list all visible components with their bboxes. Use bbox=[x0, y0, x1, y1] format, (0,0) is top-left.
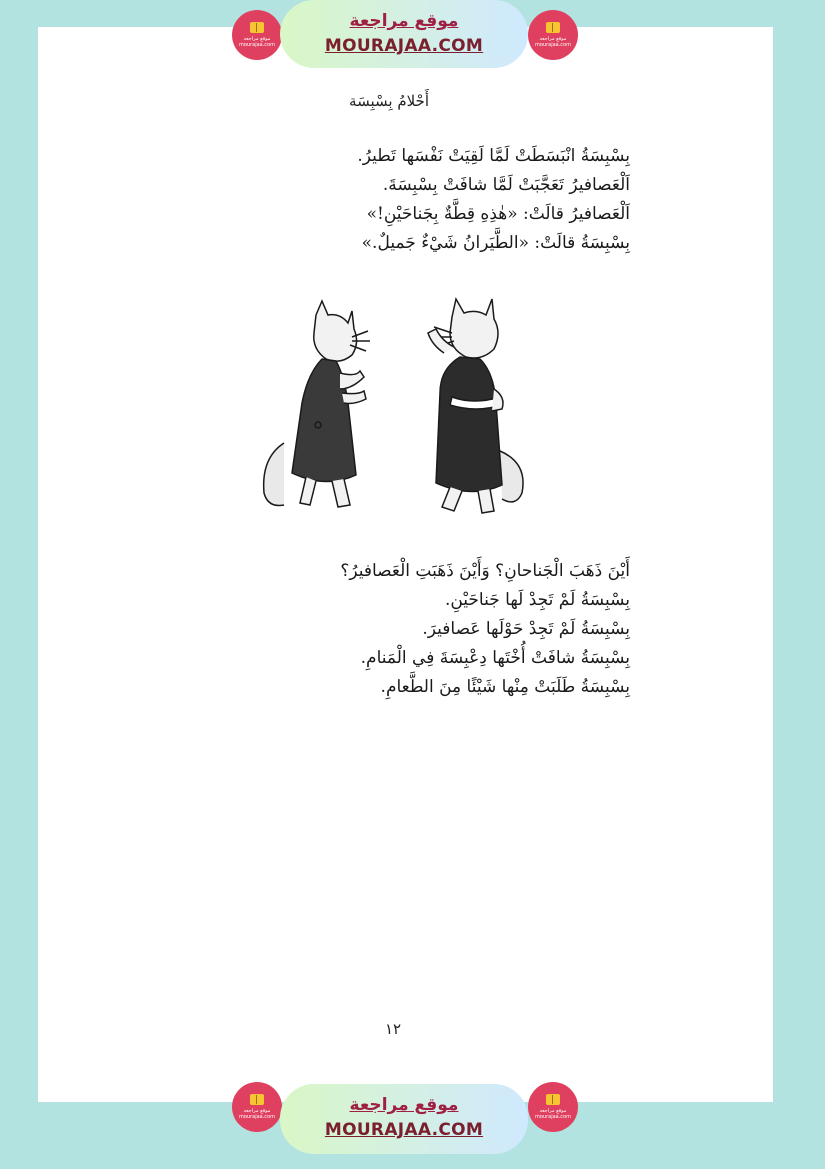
verse-line: اَلْعَصافيرُ تَعَجَّبَتْ لَمَّا شافَتْ بِسْبِسَةَ. bbox=[382, 175, 630, 195]
page-number: ١٢ bbox=[385, 1020, 402, 1038]
verse-line: بِسْبِسَةُ قالَتْ: «الطَّيَرانُ شَيْءٌ جَميلٌ.» bbox=[361, 233, 630, 253]
badge-text-ar: موقع مراجعة bbox=[539, 1108, 567, 1114]
book-icon bbox=[546, 22, 560, 33]
verse-line: بِسْبِسَةُ شافَتْ أُخْتَها دِعْبِسَةَ فِي الْمَنامِ. bbox=[360, 648, 630, 668]
stanza-1 bbox=[357, 142, 630, 258]
site-banner-top[interactable] bbox=[280, 0, 528, 68]
verse-line: اَلْعَصافيرُ قالَتْ: «هٰذِهِ قِطَّةٌ بِجَناحَيْنِ!» bbox=[366, 204, 630, 224]
stanza-2 bbox=[340, 557, 630, 702]
badge-text-en: mourajaa.com bbox=[238, 1114, 275, 1120]
book-icon bbox=[250, 22, 264, 33]
book-icon bbox=[546, 1094, 560, 1105]
logo-badge-left-bottom bbox=[232, 1082, 282, 1132]
site-banner-bottom[interactable] bbox=[280, 1084, 528, 1154]
verse-line: أَيْنَ ذَهَبَ الْجَناحانِ؟ وَأَيْنَ ذَهَبَتِ الْعَصافيرُ؟ bbox=[340, 561, 630, 581]
site-name-ar: موقع مراجعة bbox=[349, 1095, 459, 1115]
badge-text-en: mourajaa.com bbox=[534, 42, 571, 48]
site-name-en: MOURAJAA.COM bbox=[324, 1120, 484, 1140]
two-cats-illustration bbox=[256, 293, 532, 517]
logo-badge-right-bottom bbox=[528, 1082, 578, 1132]
verse-line: بِسْبِسَةُ انْبَسَطَتْ لَمَّا لَقِيَتْ نَفْسَها تَطيرُ. bbox=[357, 146, 630, 166]
badge-text-en: mourajaa.com bbox=[238, 42, 275, 48]
badge-text-ar: موقع مراجعة bbox=[539, 36, 567, 42]
verse-line: بِسْبِسَةُ لَمْ تَجِدْ حَوْلَها عَصافيرَ. bbox=[422, 619, 630, 639]
left-cat-figure bbox=[264, 301, 370, 507]
logo-badge-right-top bbox=[528, 10, 578, 60]
badge-text-ar: موقع مراجعة bbox=[243, 1108, 271, 1114]
site-name-ar: موقع مراجعة bbox=[349, 11, 459, 31]
verse-line: بِسْبِسَةُ لَمْ تَجِدْ لَها جَناحَيْنِ. bbox=[444, 590, 630, 610]
site-name-en: MOURAJAA.COM bbox=[324, 36, 484, 56]
logo-badge-left-top bbox=[232, 10, 282, 60]
badge-text-ar: موقع مراجعة bbox=[243, 36, 271, 42]
verse-line: بِسْبِسَةُ طَلَبَتْ مِنْها شَيْئًا مِنَ الطَّعامِ. bbox=[380, 677, 630, 697]
badge-text-en: mourajaa.com bbox=[534, 1114, 571, 1120]
book-icon bbox=[250, 1094, 264, 1105]
right-cat-figure bbox=[428, 299, 523, 513]
story-title: أَحْلامُ بِسْبِسَة bbox=[349, 92, 429, 110]
